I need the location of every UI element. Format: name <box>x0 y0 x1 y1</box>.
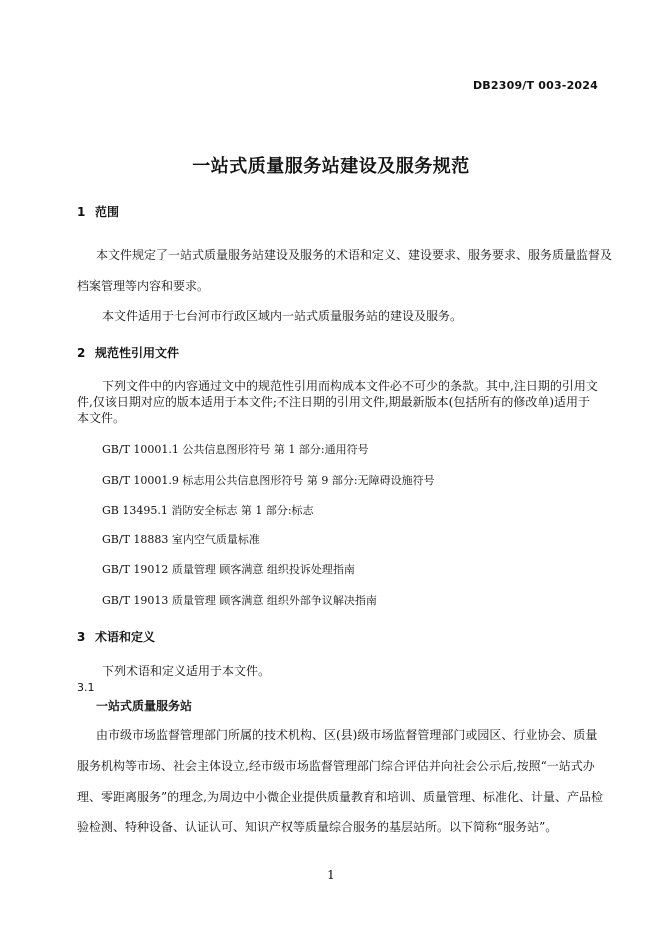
reference-item: GB/T 18883 室内空气质量标准 <box>102 533 260 546</box>
reference-item: GB/T 19013 质量管理 顾客满意 组织外部争议解决指南 <box>102 594 377 607</box>
scope-applicability-paragraph: 本文件适用于七台河市行政区域内一站式质量服务站的建设及服务。 <box>102 309 463 323</box>
section-2-number: 2 <box>77 346 86 360</box>
section-3-number: 3 <box>77 630 86 644</box>
definition-line-1: 由市级市场监督管理部门所属的技术机构、区(县)级市场监督管理部门或园区、行业协会、质量 <box>96 728 598 742</box>
section-3-heading <box>77 628 155 645</box>
document-title: 一站式质量服务站建设及服务规范 <box>192 156 470 177</box>
terms-intro-paragraph: 下列术语和定义适用于本文件。 <box>102 664 271 678</box>
definition-line-3: 理、零距离服务”的理念,为周边中小微企业提供质量教育和培训、质量管理、标准化、计量、产品检 <box>77 790 603 804</box>
term-name: 一站式质量服务站 <box>96 699 193 713</box>
document-code: DB2309/T 003-2024 <box>472 79 598 92</box>
definition-line-4: 验检测、特种设备、认证认可、知识产权等质量综合服务的基层站所。以下简称“服务站”。 <box>77 820 558 834</box>
page-number: 1 <box>327 868 335 882</box>
section-3-title: 术语和定义 <box>95 630 156 644</box>
subclause-number: 3.1 <box>77 681 95 694</box>
references-intro-paragraph: 下列文件中的内容通过文中的规范性引用而构成本文件必不可少的条款。其中,注日期的引用文件,仅该日期对应的版本适用于本文件;不注日期的引用文件,期最新版本(包括所有的修改单)适用于本文件。 <box>77 379 598 425</box>
reference-item: GB/T 10001.9 标志用公共信息图形符号 第 9 部分:无障碍设施符号 <box>102 474 435 487</box>
reference-item: GB/T 19012 质量管理 顾客满意 组织投诉处理指南 <box>102 563 355 576</box>
reference-item: GB 13495.1 消防安全标志 第 1 部分:标志 <box>102 504 314 517</box>
section-2-title: 规范性引用文件 <box>95 346 180 360</box>
section-1-heading <box>77 203 119 220</box>
section-1-title: 范围 <box>95 205 120 219</box>
reference-item: GB/T 10001.1 公共信息图形符号 第 1 部分:通用符号 <box>102 443 369 456</box>
scope-paragraph-line-1: 本文件规定了一站式质量服务站建设及服务的术语和定义、建设要求、服务要求、服务质量监督及 <box>96 248 613 262</box>
section-2-heading <box>77 344 179 361</box>
section-1-number: 1 <box>77 205 86 219</box>
scope-paragraph-line-2: 档案管理等内容和要求。 <box>77 279 210 293</box>
definition-line-2: 服务机构等市场、社会主体设立,经市级市场监督管理部门综合评估并向社会公示后,按照“一站式办 <box>77 759 595 773</box>
